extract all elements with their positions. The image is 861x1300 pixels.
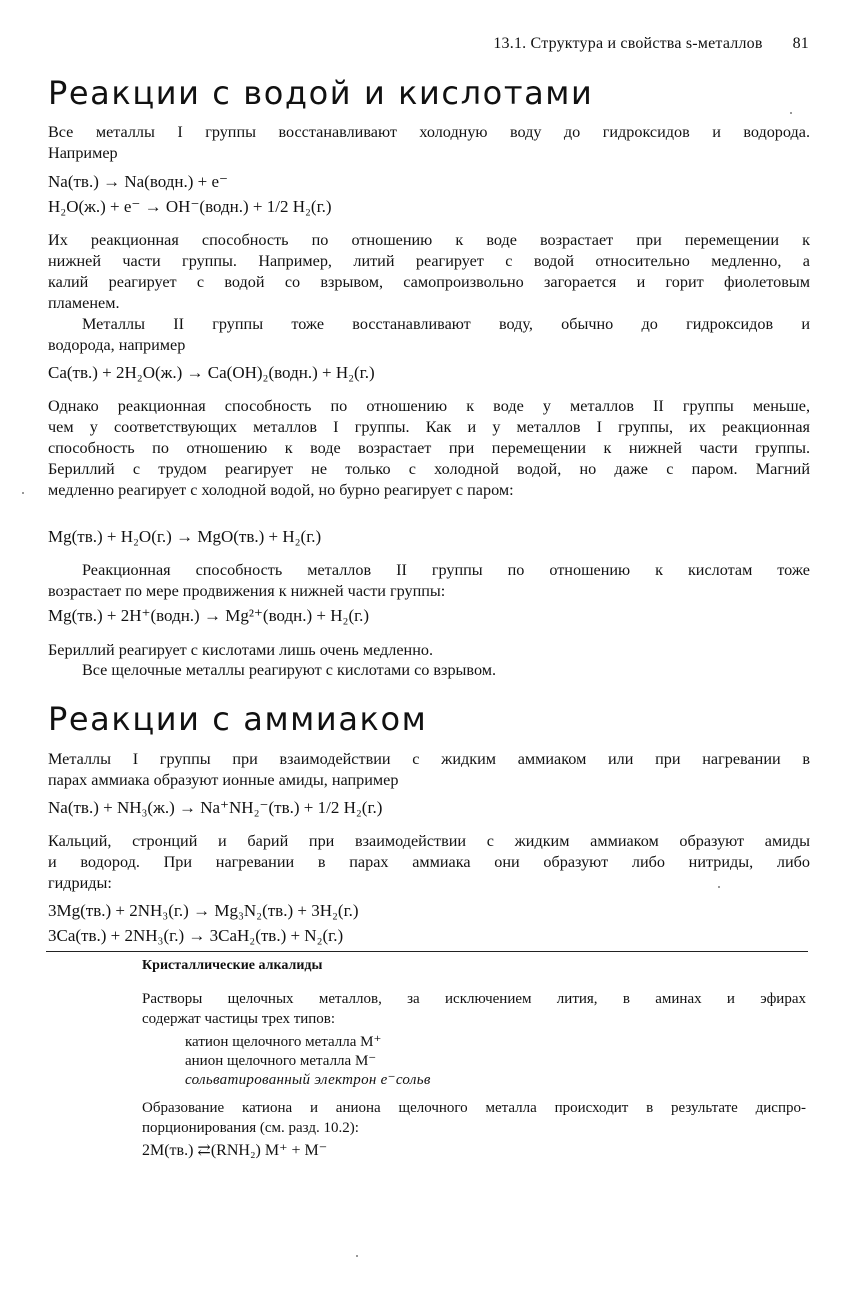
paragraph-line: медленно реагирует с холодной водой, но бурно реагирует с паром: [48, 481, 514, 499]
paragraph-alkali-acid: Все щелочные металлы реагируют с кислотами со взрывом. [82, 661, 497, 679]
equation-calcium-hydride: 3Ca(тв.) + 2NH₃(г.) → 3CaH₂(тв.) + N₂(г.) [48, 926, 344, 945]
section-title-ammonia: Реакции с аммиаком [48, 700, 428, 738]
paragraph-reactivity-trend [48, 230, 810, 314]
equation-disproportionation: 2M(тв.) ⇄(RNH₂) M⁺ + M⁻ [142, 1142, 328, 1159]
paragraph-beryllium-acid: Бериллий реагирует с кислотами лишь очень медленно. [48, 641, 434, 659]
scan-speck [356, 1255, 358, 1257]
paragraph-line: Например [48, 144, 118, 162]
list-item-solvated-electron: сольватированный электрон e⁻сольв [185, 1072, 431, 1088]
section-heading: 13.1. Структура и свойства s-металлов [493, 35, 763, 52]
box-paragraph-disproportionation [142, 1098, 806, 1138]
paragraph-group1-ammonia [48, 749, 810, 791]
paragraph-line: Их реакционная способность по отношению к воде возрастает при перемещении к [48, 231, 810, 249]
equation-water-reduction: H₂O(ж.) + e⁻ → OH⁻(водн.) + 1/2 H₂(г.) [48, 197, 332, 216]
paragraph-acid-reactivity [48, 560, 810, 602]
paragraph-group2-ammonia [48, 831, 810, 894]
paragraph-line: парах аммиака образуют ионные амиды, например [48, 771, 399, 789]
paragraph-line: гидриды: [48, 874, 112, 892]
paragraph-line: Бериллий с трудом реагирует не только с холодной водой, но даже с паром. Магний [48, 460, 810, 478]
page-number: 81 [792, 35, 809, 52]
paragraph-line: содержат частицы трех типов: [142, 1011, 336, 1027]
paragraph-group2-comparison [48, 396, 810, 501]
equation-magnesium-steam: Mg(тв.) + H₂O(г.) → MgO(тв.) + H₂(г.) [48, 527, 322, 546]
equation-magnesium-acid: Mg(тв.) + 2H⁺(водн.) → Mg²⁺(водн.) + H₂(г.) [48, 606, 370, 625]
equation-sodium-amide: Na(тв.) + NH₃(ж.) → Na⁺NH₂⁻(тв.) + 1/2 H₂(г.) [48, 798, 383, 817]
list-item-anion: анион щелочного металла M⁻ [185, 1053, 377, 1069]
paragraph-line: Металлы I группы при взаимодействии с жидким аммиаком или при нагревании в [48, 750, 810, 768]
scan-speck [790, 112, 792, 114]
paragraph-line: Однако реакционная способность по отношению к воде у металлов II группы меньше, [48, 397, 810, 415]
paragraph-line: Реакционная способность металлов II группы по отношению к кислотам тоже [82, 561, 810, 579]
paragraph-line: Металлы II группы тоже восстанавливают воду, обычно до гидроксидов и [82, 315, 810, 333]
paragraph-line: водорода, например [48, 336, 186, 354]
scan-speck [718, 886, 720, 888]
equation-sodium-ionization: Na(тв.) → Na(водн.) + e⁻ [48, 172, 229, 191]
paragraph-line: калий реагирует с водой со взрывом, самопроизвольно загорается и горит фиолетовым [48, 273, 810, 291]
paragraph-group2-water [48, 314, 810, 356]
box-paragraph-solutions [142, 989, 806, 1029]
paragraph-line: Все металлы I группы восстанавливают холодную воду до гидроксидов и водорода. [48, 123, 810, 141]
paragraph-group1-water [48, 122, 810, 164]
paragraph-line: возрастает по мере продвижения к нижней части группы: [48, 582, 446, 600]
section-title-water-acids: Реакции с водой и кислотами [48, 74, 594, 112]
paragraph-line: чем у соответствующих металлов I группы. Как и у металлов I группы, их реакционная [48, 418, 810, 436]
list-item-cation: катион щелочного металла M⁺ [185, 1034, 382, 1050]
equation-calcium-water: Ca(тв.) + 2H₂O(ж.) → Ca(OH)₂(водн.) + H₂(г.) [48, 363, 375, 382]
scan-speck [22, 492, 24, 494]
paragraph-line: порционирования (см. разд. 10.2): [142, 1120, 359, 1136]
box-title: Кристаллические алкалиды [142, 958, 323, 973]
paragraph-line: Образование катиона и аниона щелочного металла происходит в результате диспро- [142, 1100, 806, 1116]
box-top-rule [46, 951, 808, 952]
paragraph-line: нижней части группы. Например, литий реагирует с водой относительно медленно, а [48, 252, 810, 270]
equation-magnesium-nitride: 3Mg(тв.) + 2NH₃(г.) → Mg₃N₂(тв.) + 3H₂(г.) [48, 901, 359, 920]
paragraph-line: Кальций, стронций и барий при взаимодействии с жидким аммиаком образуют амиды [48, 832, 810, 850]
paragraph-line: пламенем. [48, 294, 120, 312]
running-head [493, 35, 809, 53]
paragraph-line: и водород. При нагревании в парах аммиака они образуют либо нитриды, либо [48, 853, 810, 871]
paragraph-line: Растворы щелочных металлов, за исключением лития, в аминах и эфирах [142, 991, 806, 1007]
paragraph-line: способность по отношению к воде возрастает при перемещении к нижней части группы. [48, 439, 810, 457]
